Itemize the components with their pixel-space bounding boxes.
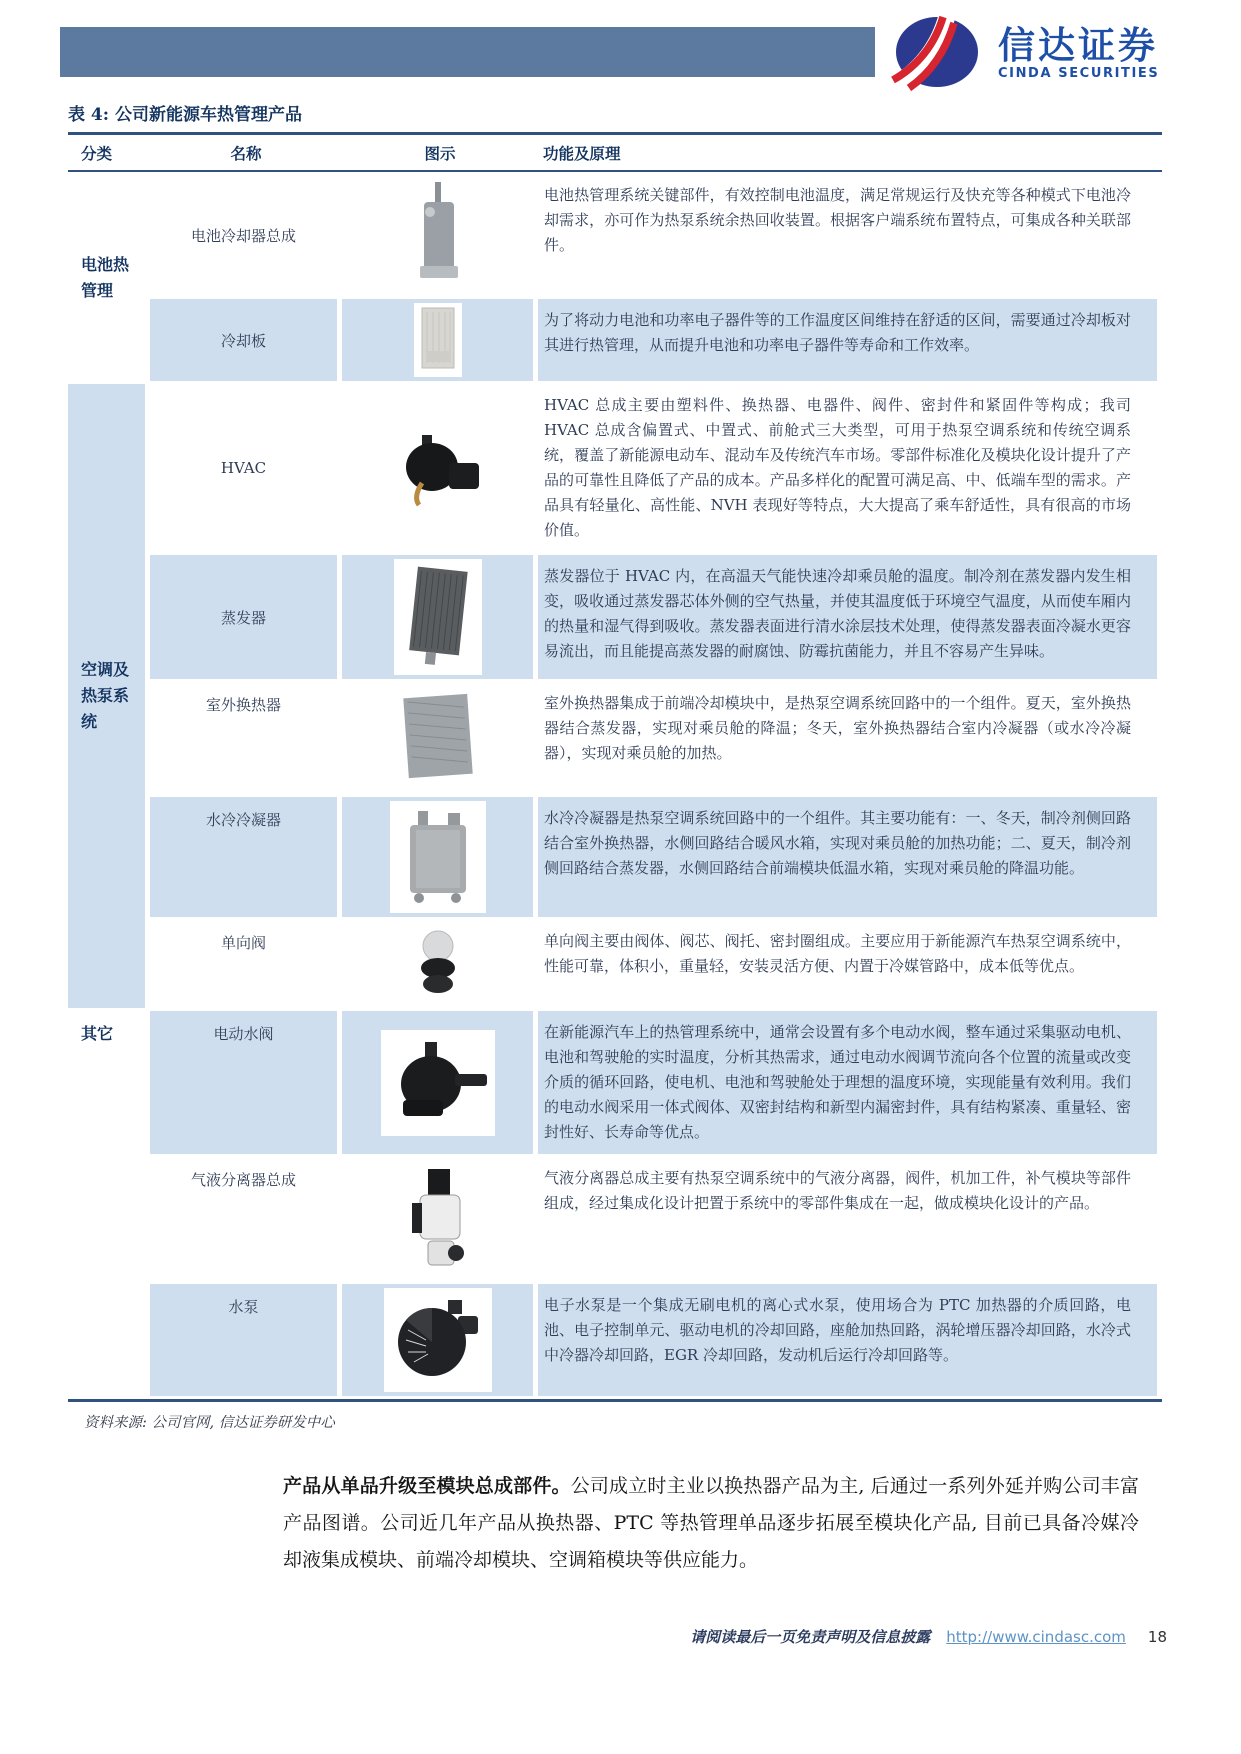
water-cooled-condenser-image bbox=[342, 797, 538, 920]
paragraph-lead-bold: 产品从单品升级至模块总成部件。 bbox=[283, 1475, 571, 1497]
one-way-valve-image bbox=[342, 920, 538, 1011]
table-header-row bbox=[68, 135, 1162, 170]
footer-website-link[interactable]: http://www.cindasc.com bbox=[946, 1628, 1126, 1646]
outdoor-heat-exchanger-image bbox=[342, 682, 538, 797]
table-section bbox=[68, 100, 1162, 1579]
product-desc: HVAC 总成主要由塑料件、换热器、电器件、阀件、密封件和紧固件等构成；我司 HVAC 总成含偏置式、中置式、前舱式三大类型，可用于热泵空调系统和传统空调系统，覆盖了新能源电动车、混动车及传统汽车市场。零部件标准化及模块化设计提升了产品的可靠性且降低了产品的成本。产品多样化的配置可满足高、中、低端车型的需求。产品具有轻量化、高性能、NVH 表现好等特点，大大提高了乘车舒适性，具有很高的市场价值。 bbox=[538, 384, 1162, 555]
cinda-logo bbox=[886, 12, 1159, 96]
product-desc: 电池热管理系统关键部件，有效控制电池温度，满足常规运行及快充等各种模式下电池冷却需求，亦可作为热泵系统余热回收装置。根据客户端系统布置特点，可集成各种关联部件。 bbox=[538, 174, 1162, 299]
product-desc: 水冷冷凝器是热泵空调系统回路中的一个组件。其主要功能有：一、冬天，制冷剂侧回路结合室外换热器，水侧回路结合暖风水箱，实现对乘员舱的加热功能；二、夏天，制冷剂侧回路结合蒸发器，水侧回路结合前端模块低温水箱，实现对乘员舱的降温功能。 bbox=[538, 797, 1162, 920]
table-row bbox=[68, 920, 1162, 1011]
gas-liquid-separator-image bbox=[342, 1157, 538, 1284]
product-desc: 为了将动力电池和功率电子器件等的工作温度区间维持在舒适的区间，需要通过冷却板对其进行热管理，从而提升电池和功率电子器件等寿命和工作效率。 bbox=[538, 299, 1162, 384]
table-row bbox=[68, 555, 1162, 682]
table-row bbox=[68, 682, 1162, 797]
footer-page-number: 18 bbox=[1147, 1628, 1167, 1646]
cinda-logo-icon bbox=[886, 12, 988, 96]
battery-cooler-image bbox=[342, 174, 538, 299]
product-desc: 在新能源汽车上的热管理系统中，通常会设置有多个电动水阀，整车通过采集驱动电机、电池和驾驶舱的实时温度，分析其热需求，通过电动水阀调节流向各个位置的流量或改变介质的循环回路，使电机、电池和驾驶舱处于理想的温度环境，实现能量有效利用。我们的电动水阀采用一体式阀体、双密封结构和新型内漏密封件，具有结构紧凑、重量轻、密封性好、长寿命等优点。 bbox=[538, 1011, 1162, 1157]
col-header-illustration: 图示 bbox=[424, 144, 456, 163]
col-header-name: 名称 bbox=[230, 144, 262, 163]
cooling-plate-image bbox=[342, 299, 538, 384]
table-row bbox=[68, 1284, 1162, 1399]
body-paragraph bbox=[283, 1468, 1139, 1579]
col-header-category: 分类 bbox=[81, 144, 113, 163]
table-row bbox=[68, 174, 1162, 299]
header-band bbox=[60, 27, 875, 77]
table-row bbox=[68, 384, 1162, 555]
page-footer bbox=[690, 1626, 1167, 1647]
products-table bbox=[68, 174, 1162, 1399]
product-desc: 蒸发器位于 HVAC 内，在高温天气能快速冷却乘员舱的温度。制冷剂在蒸发器内发生相变，吸收通过蒸发器芯体外侧的空气热量，并使其温度低于环境空气温度，从而使车厢内的热量和湿气得到吸收。蒸发器表面进行清水涂层技术处理，使得蒸发器表面冷凝水更容易流出，而且能提高蒸发器的耐腐蚀、防霉抗菌能力，并且不容易产生异味。 bbox=[538, 555, 1162, 682]
product-name: 冷却板 bbox=[150, 299, 342, 384]
product-desc: 电子水泵是一个集成无刷电机的离心式水泵，使用场合为 PTC 加热器的介质回路，电池、电子控制单元、驱动电机的冷却回路，座舱加热回路，涡轮增压器冷却回路，水冷式中冷器冷却回路，EGR 冷却回路，发动机后运行冷却回路等。 bbox=[538, 1284, 1162, 1399]
product-name: 水冷冷凝器 bbox=[150, 797, 342, 920]
water-pump-image bbox=[342, 1284, 538, 1399]
product-name: HVAC bbox=[150, 384, 342, 555]
product-name: 单向阀 bbox=[150, 920, 342, 1011]
product-name: 气液分离器总成 bbox=[150, 1157, 342, 1284]
source-note: 资料来源: 公司官网, 信达证券研发中心 bbox=[84, 1415, 335, 1431]
product-name: 室外换热器 bbox=[150, 682, 342, 797]
paragraph-rest: 公司成立时主业以换热器产品为主, 后通过一系列外延并购公司丰富产品图谱。公司近几年产品从换热器、PTC 等热管理单品逐步拓展至模块化产品, 目前已具备冷媒冷却液集成模块、前端冷却模块、空调箱模块等供应能力。 bbox=[283, 1475, 1139, 1571]
product-name: 水泵 bbox=[150, 1284, 342, 1399]
product-desc: 室外换热器集成于前端冷却模块中，是热泵空调系统回路中的一个组件。夏天，室外换热器结合蒸发器，实现对乘员舱的降温；冬天，室外换热器结合室内冷凝器（或水冷冷凝器），实现对乘员舱的加热。 bbox=[538, 682, 1162, 797]
logo-name-en: CINDA SECURITIES bbox=[998, 66, 1160, 81]
product-name: 蒸发器 bbox=[150, 555, 342, 682]
col-header-function: 功能及原理 bbox=[543, 144, 621, 163]
table-row bbox=[68, 797, 1162, 920]
table-row bbox=[68, 1011, 1162, 1157]
rule-bottom bbox=[68, 1399, 1162, 1402]
category-others: 其它 bbox=[68, 1011, 150, 1399]
electric-water-valve-image bbox=[342, 1011, 538, 1157]
footer-disclaimer: 请阅读最后一页免责声明及信息披露 bbox=[690, 1628, 931, 1646]
table-row bbox=[68, 1157, 1162, 1284]
hvac-image bbox=[342, 384, 538, 555]
category-ac-heat-pump: 空调及热泵系统 bbox=[68, 384, 150, 1011]
product-desc: 单向阀主要由阀体、阀芯、阀托、密封圈组成。主要应用于新能源汽车热泵空调系统中，性能可靠，体积小，重量轻，安装灵活方便、内置于冷媒管路中，成本低等优点。 bbox=[538, 920, 1162, 1011]
rule-under-header bbox=[68, 170, 1162, 172]
category-battery-thermal: 电池热管理 bbox=[68, 174, 150, 384]
table-row bbox=[68, 299, 1162, 384]
evaporator-image bbox=[342, 555, 538, 682]
logo-name-cn: 信达证券 bbox=[998, 24, 1158, 67]
product-desc: 气液分离器总成主要有热泵空调系统中的气液分离器，阀件，机加工件，补气模块等部件组成，经过集成化设计把置于系统中的零部件集成在一起，做成模块化设计的产品。 bbox=[538, 1157, 1162, 1284]
product-name: 电动水阀 bbox=[150, 1011, 342, 1157]
product-name: 电池冷却器总成 bbox=[150, 174, 342, 299]
table-title: 表 4: 公司新能源车热管理产品 bbox=[68, 105, 302, 125]
